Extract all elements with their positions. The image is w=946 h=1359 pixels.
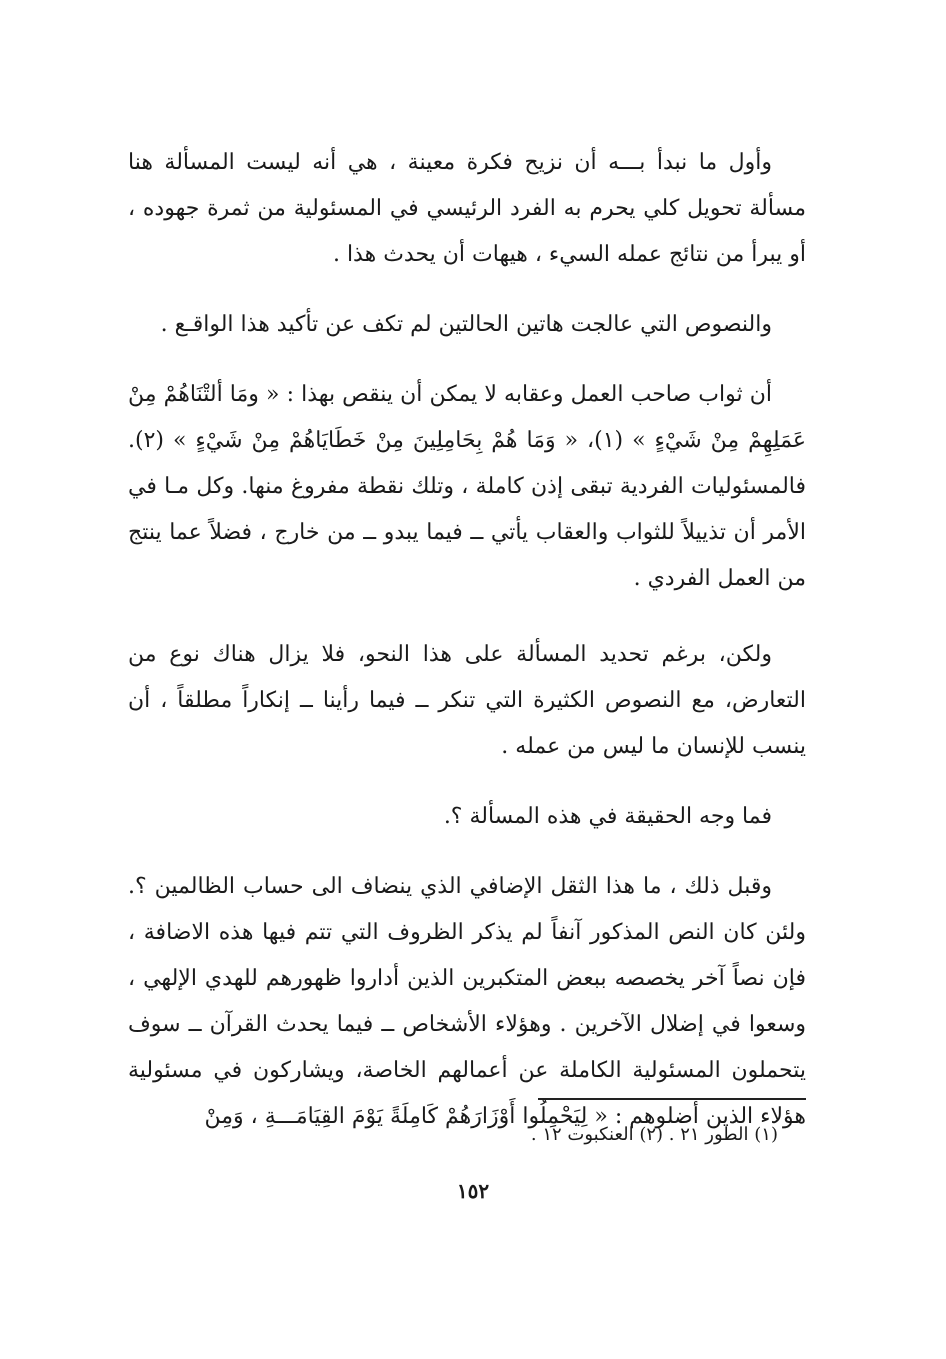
paragraph-2: والنصوص التي عالجت هاتين الحالتين لم تكف عن تأكيد هذا الواقـع . <box>160 312 772 337</box>
paragraph-1: وأول ما نبدأ بـــه أن نزيح فكرة معينة ، هي أنه ليست المسألة هنا مسألة تحويل كلي يحرم به الفرد الرئيسي في المسئولية من ثمرة جهوده ، أو يبرأ من نتائج عمله السيء ، هيهات أن يحدث هذا . <box>128 150 806 267</box>
page-number: ١٥٢ <box>456 1179 490 1203</box>
footnote-divider <box>538 1098 806 1100</box>
paragraph-3: أن ثواب صاحب العمل وعقابه لا يمكن أن ينقص بهذا : « ومَا ألتْنَاهُمْ مِنْ عَمَلِهِمْ مِنْ شَيْءٍ » (١)، « وَمَا هُمْ بِحَامِلِينَ مِنْ خَطَايَاهُمْ مِنْ شَيْءٍ » (٢). فالمسئوليات الفردية تبقى إذن كاملة ، وتلك نقطة مفروغ منها. وكل مـا في الأمر أن تذييلاً للثواب والعقاب يأتي ــ فيما يبدو ــ من خارج ، فضلاً عما ينتج من العمل الفردي . <box>128 382 806 591</box>
paragraph-5: فما وجه الحقيقة في هذه المسألة ؟. <box>443 804 772 829</box>
footnotes: (١) الطور ٢١ . (٢) العنكبوت ١٢ . <box>530 1124 778 1145</box>
paragraph-6: وقبل ذلك ، ما هذا الثقل الإضافي الذي ينضاف الى حساب الظالمين ؟. ولئن كان النص المذكور آنفاً لم يذكر الظروف التي تتم فيها هذه الاضافة ، فإن نصاً آخر يخصصه ببعض المتكبرين الذين أداروا ظهورهم للهدي الإلهي ، وسعوا في إضلال الآخرين . وهؤلاء الأشخاص ــ فيما يحدث القرآن ــ سوف يتحملون المسئولية الكاملة عن أعمالهم الخاصة، ويشاركون في مسئولية هؤلاء الذين أضلوهم : « لِيَحْمِلُوا أَوْزَارَهُمْ كَامِلَةً يَوْمَ القِيَامَـــةِ ، وَمِنْ <box>128 874 806 1129</box>
paragraph-4: ولكن، برغم تحديد المسألة على هذا النحو، فلا يزال هناك نوع من التعارض، مع النصوص الكثيرة التي تنكر ــ فيما رأينا ــ إنكاراً مطلقاً ، أن ينسب للإنسان ما ليس من عمله . <box>128 642 806 759</box>
body-text <box>128 140 806 1140</box>
